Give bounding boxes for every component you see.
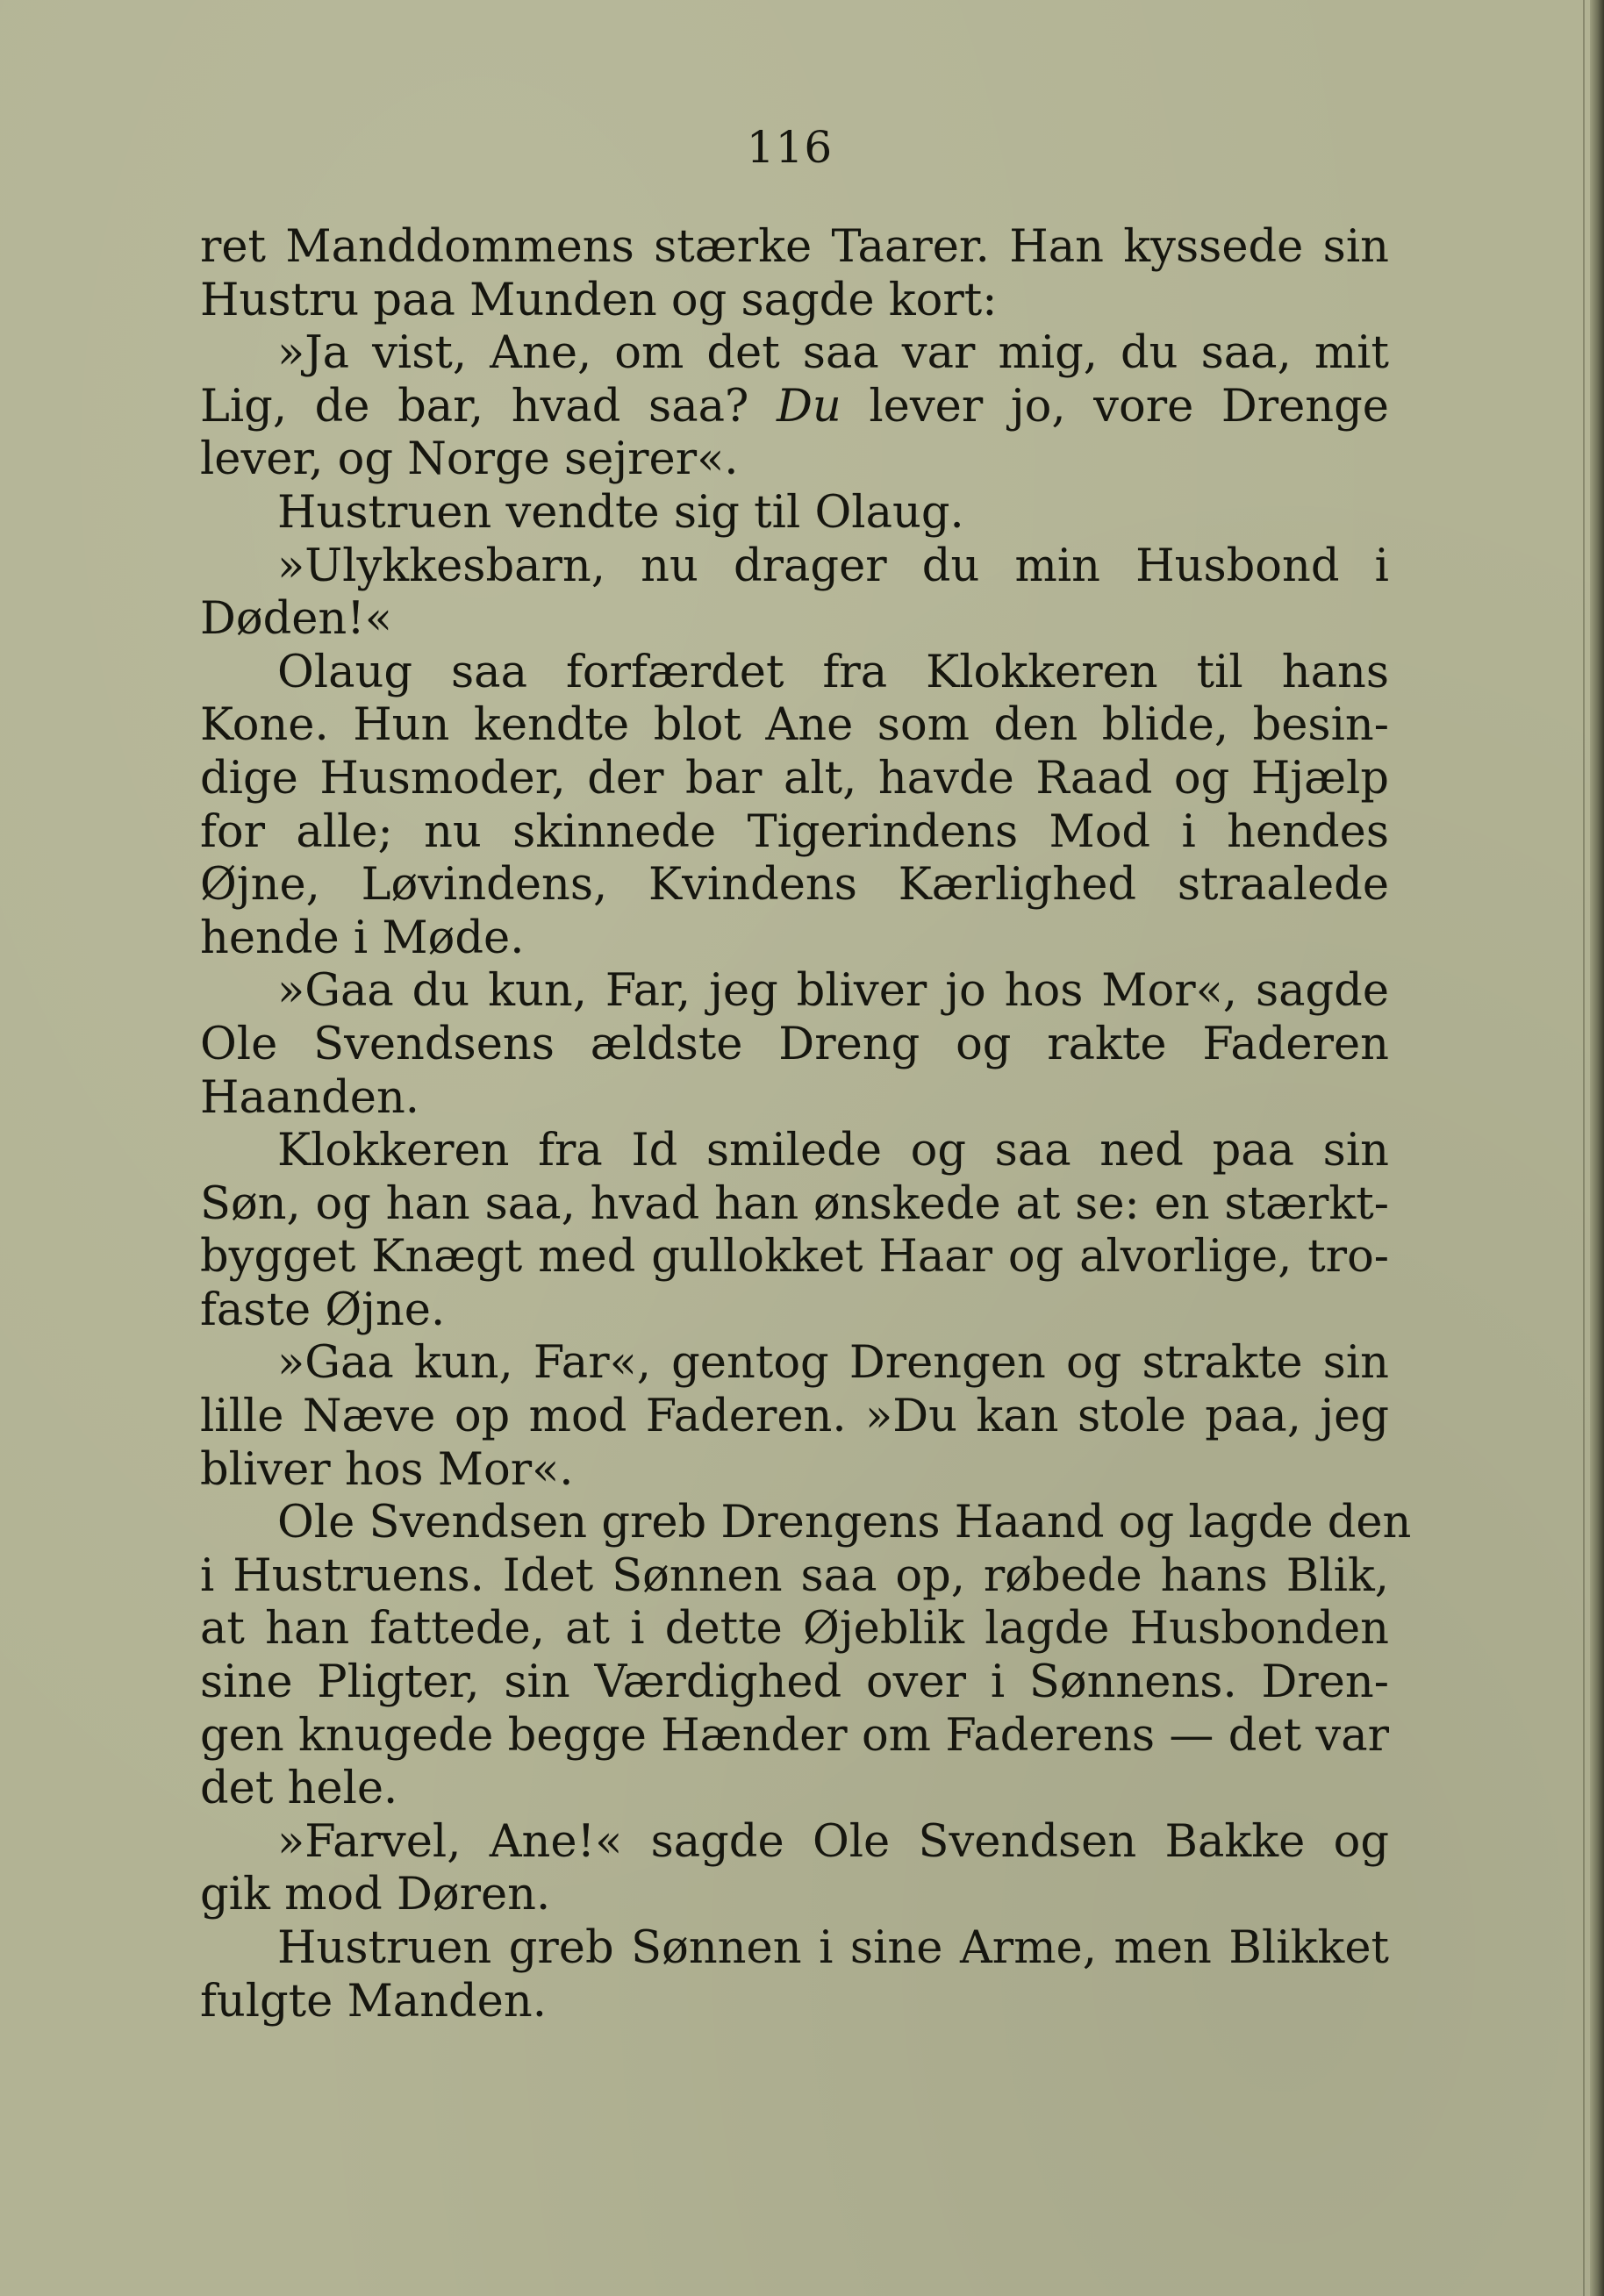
text-line: gen knugede begge Hænder om Faderens — det var — [200, 1709, 1389, 1762]
page-number: 116 — [746, 122, 834, 173]
text-line: Ole Svendsen greb Drengens Haand og lagde den — [277, 1497, 1412, 1549]
text-line: »Ulykkesbarn, nu drager du min Husbond i — [277, 540, 1389, 592]
text-line: for alle; nu skinnede Tigerindens Mod i hendes — [200, 805, 1389, 858]
text-line: Hustruen vendte sig til Olaug. — [277, 486, 964, 539]
text-line: Søn, og han saa, hvad han ønskede at se: en stærkt- — [200, 1177, 1389, 1230]
text-line: Lig, de bar, hvad saa? Du lever jo, vore Drenge — [200, 380, 1389, 433]
text-line: Kone. Hun kendte blot Ane som den blide, besin- — [200, 699, 1389, 752]
text-line: »Ja vist, Ane, om det saa var mig, du saa, mit — [277, 327, 1389, 380]
text-line: Hustru paa Munden og sagde kort: — [200, 274, 998, 326]
text-line: fulgte Manden. — [200, 1975, 547, 2028]
text-line: »Farvel, Ane!« sagde Ole Svendsen Bakke og — [277, 1815, 1389, 1868]
text-line: dige Husmoder, der bar alt, havde Raad og Hjælp — [200, 752, 1389, 805]
text-line: Ole Svendsens ældste Dreng og rakte Faderen — [200, 1018, 1389, 1070]
text-line: lever, og Norge sejrer«. — [200, 433, 739, 486]
page-edge — [1590, 0, 1604, 2296]
text-line: bliver hos Mor«. — [200, 1443, 574, 1496]
text-line: lille Næve op mod Faderen. »Du kan stole paa, jeg — [200, 1391, 1389, 1443]
text-line: Øjne, Løvindens, Kvindens Kærlighed straalede — [200, 859, 1389, 912]
text-line: i Hustruens. Idet Sønnen saa op, røbede hans Blik, — [200, 1549, 1389, 1602]
text-line: hende i Møde. — [200, 912, 525, 964]
text-line: sine Pligter, sin Værdighed over i Sønnens. Dren- — [200, 1656, 1389, 1709]
text-line: Hustruen greb Sønnen i sine Arme, men Blikket — [277, 1922, 1389, 1974]
text-line: »Gaa kun, Far«, gentog Drengen og strakte sin — [277, 1337, 1389, 1390]
text-line: faste Øjne. — [200, 1284, 446, 1336]
text-line: at han fattede, at i dette Øjeblik lagde Husbonden — [200, 1603, 1389, 1656]
text-line: Klokkeren fra Id smilede og saa ned paa sin — [277, 1125, 1389, 1177]
text-line: »Gaa du kun, Far, jeg bliver jo hos Mor«, sagde — [277, 965, 1389, 1018]
text-line: Olaug saa forfærdet fra Klokkeren til hans — [277, 646, 1389, 698]
text-line: ret Manddommens stærke Taarer. Han kyssede sin — [200, 221, 1389, 273]
body-text — [200, 221, 1412, 2028]
text-line: Haanden. — [200, 1071, 420, 1124]
text-line: bygget Knægt med gullokket Haar og alvorlige, tro- — [200, 1231, 1389, 1284]
text-line: gik mod Døren. — [200, 1869, 551, 1921]
page-fold-shadow — [1583, 0, 1585, 2296]
text-line: det hele. — [200, 1763, 398, 1815]
text-line: Døden!« — [200, 593, 392, 646]
